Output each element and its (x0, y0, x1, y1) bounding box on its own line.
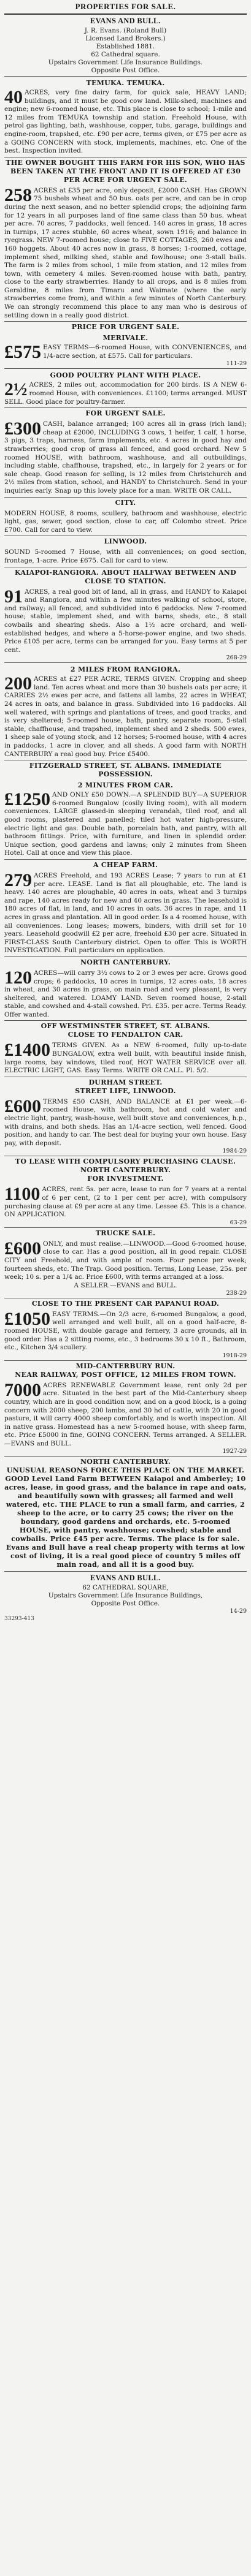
divider (4, 1360, 247, 1361)
ad-body (4, 1042, 247, 1075)
ad-heading: THE OWNER BOUGHT THIS FARM FOR HIS SON, WHO HAS BEEN TAKEN AT THE FRONT AND IT IS OFFERED AT £30 PER ACRE FOR URGENT SALE. (6, 158, 245, 184)
advertisement (4, 588, 247, 664)
ad-text: EASY TERMS—6-roomed House, with CONVENIENCES, and 1/4-acre section, at £575. Call for particulars. (43, 344, 247, 360)
divider (4, 76, 247, 77)
ad-heading: 2 MINUTES FROM CAR. (77, 781, 174, 790)
divider (4, 1571, 247, 1572)
ad-dropcap: £300 (4, 419, 41, 439)
advertisement (4, 1042, 247, 1095)
ad-dropcap: 1100 (4, 1184, 41, 1205)
ad-heading: MERIVALE. (102, 334, 149, 343)
ad-reference: 1984-29 (222, 1148, 247, 1155)
advertisement (4, 1186, 247, 1237)
ad-body (4, 588, 247, 655)
ad-text: ACRES, very fine dairy farm, for quick sale, HEAVY LAND; buildings, and it must be good cow land. Milk-shed, machines and engine; new 6-roomed house, etc. This place is close to school; 1-mile and 12 miles from TEMUKA township and station. Freehold House, with petrol gas lighting, bath, washhouse, copper, tubs, garage, buildings and engine-room, trapshed, etc. £90 per acre, terms given, or £75 per acre as a GOING CONCERN with stock, implements, machines, etc. One of the best. Inspection invited. (4, 89, 247, 155)
divider (4, 13, 247, 15)
ad-text: AND ONLY £50 DOWN.—A SPLENDID BUY—A SUPERIOR 6-roomed Bungalow (cosily living room), with all modern conveniences. LARGE glassed-in sleeping verandah, tiled roof, and all good rooms, plastered and panelled; tiled hot water high-pressure, electric light and gas. Double bath, porcelain bath, and pantry, with all bathroom fittings. Price, with furniture, and linen in splendid order. Unique section, good gardens and lawns; only 2 minutes from Sheen Hotel. Call at once and view this place. (4, 791, 247, 857)
ad-dropcap: £600 (4, 1238, 41, 1259)
ad-dropcap: £1400 (4, 1040, 50, 1061)
advertisement (4, 548, 247, 585)
ad-reference: 238-29 (226, 1289, 247, 1297)
ad-heading: NORTH CANTERBURY. (80, 958, 171, 966)
ad-dropcap: 91 (4, 586, 23, 607)
advertisement (4, 184, 247, 332)
divider (4, 407, 247, 408)
ad-text: ACRES, a real good bit of land, all in grass, and HANDY to Kaiapoi and Rangiora, and within a few minutes walking of school, store, and railway; all fenced, and subdivided into 6 paddocks. New 7-roomed house; stable, implement shed, and with barns, sheds, etc., 8 stall cowbails and shearing sheds. Also a 1½ acre orchard, and well-established hedges, and where a 5-horse-power engine, and two sheds. Price £105 per acre, terms can be arranged for you. Easy terms at 5 per cent. (4, 588, 247, 654)
address-line-3: Opposite Post Office. (91, 67, 160, 74)
footer-code: 33293-413 (4, 1616, 34, 1623)
address-line-1: 62 Cathedral square. (91, 51, 160, 58)
ad-heading: DURHAM STREET. STREET LIFE, LINWOOD. (75, 1078, 176, 1095)
ad-heading: OFF WESTMINSTER STREET, ST. ALBANS. CLOSE TO FENDALTON CAR. (41, 1022, 210, 1039)
advertisement (4, 781, 247, 869)
ad-heading: KAIAPOI-RANGIORA. ABOUT HALFWAY BETWEEN AND CLOSE TO STATION. (14, 568, 236, 585)
advertisement (4, 1240, 247, 1308)
divider (4, 1020, 247, 1021)
ad-text: TERMS £50 CASH, AND BALANCE at £1 per week.—6-roomed House, with bathroom, hot and cold water and electric light, pantry, wash-house, well built stove and conveniences, h.p., with drains, and both sheds. Has an 1/4-acre section, well fenced. Good position, and handy to car. The best deal for buying your own house. Easy pay, with deposit. (4, 1097, 247, 1147)
ad-body (4, 1098, 247, 1148)
ad-text: ACRES, rent 5s. per acre, lease to run for 7 years at a rental of 6 per cent, (2 to 1 per cent per acre), with compulsory purchasing clause at £9 per acre at any time. Lessee £5. This is a chance. ON APPLICATION. (4, 1186, 247, 1219)
ad-text: ONLY, and must realise.—LINWOOD.—Good 6-roomed house, close to car. Has a good position, all in good repair. CLOSE CITY and Freehold, and with ample of room. Four pence per week; fourteen sheds, etc. The Trap. Good position. Terms, Long Lease, 25s. per week; 10 s. per a 1/4 ac. Price £600, with terms arranged at a loss. (4, 1240, 247, 1281)
ad-body (4, 869, 247, 955)
ad-text: ACRES—will carry 3½ cows to 2 or 3 ewes per acre. Grows good crops; 6 paddocks, 10 acres in turnips, 12 acres oats, 18 acres in wheat, and 30 acres in grass, on main road and very pleasant, is very sheltered, and watered. LOAMY LAND. Seven roomed house, 2-stall stable, and cowshed and 4-stall cowshed. Pri. £35. per acre. Terms Ready. Offer wanted. (4, 969, 247, 1018)
advertisement (4, 665, 247, 779)
ad-heading: CITY. (115, 498, 136, 507)
ad-text: CASH, balance arranged; 100 acres all in grass (rich land); cheap at £2000, INCLUDING 3 cows, 1 heifer, 1 calf, 1 horse, 3 pigs, 3 traps, harness, farm implements, etc. 4 acres in good hay and strawberries; good crop of grass all fenced, and good orchard. New 5 roomed HOUSE, with bathroom, washhouse, and all outbuildings, including stable, chaffhouse, trapshed, etc., in largely for 2 years or for sale cheap. Good reason for selling, is 12 miles from Christchurch and 2½ miles from station, school, and HANDY to Christchurch. Send in your inquiries early. Snap up this lovely place for a man. WRITE OR CALL. (4, 420, 247, 494)
ad-dropcap: £1050 (4, 1308, 50, 1329)
advertisement (4, 371, 247, 418)
ad-body (4, 1308, 247, 1352)
ad-reference: 1927-29 (222, 1448, 247, 1455)
ad-dropcap: 200 (4, 673, 32, 694)
footer-address-2: Upstairs Government Life Insurance Buildings, (48, 1592, 203, 1600)
advertisement (4, 79, 247, 184)
ad-reference: 1918-29 (222, 1352, 247, 1359)
firm-name: EVANS AND BULL. (90, 17, 161, 25)
ad-heading: FITZGERALD STREET, ST. ALBANS. IMMEDIATE POSSESSION. (29, 762, 222, 779)
ad-dropcap: 279 (4, 869, 32, 890)
ad-body (4, 675, 247, 759)
advertisement (4, 869, 247, 967)
ad-text: ACRES at £35 per acre, only deposit, £2000 CASH. Has GROWN 75 bushels wheat and 50 bus. oats per acre, and can be in crop during the next season, and no better splendid crops; the adjoining farm for 12 years in all purposes land of fine same class than 50 bus. wheat per acre. 70 acres, 7 paddocks, well fenced. 140 acres in grass, 18 acres in turnips, 17 acres stubble, 60 acres wheat, sown 1916; and balance in ryegrass. NEW 7-roomed house; close to FIVE COTTAGES, 260 ewes and 160 hoggets. About 40 acres now in grass, 8 horses; 1-roomed, cottage, implement shed, milking shed, stable and fowlhouse; one 3-stall bails. The farm is 2 miles from school, 1 mile from station, and 12 miles from town, with cemetery 4 miles. Seven-roomed house with bath, pantry, close to the early strawberries. Handy to all crops, and is 8 miles from Geraldine, 8 miles from Timaru and Waimate (where the early strawberries come from), and within a few minutes of North Canterbury. We can strongly recommend this place to any man who is desirous of settling down in a really good district. (4, 186, 247, 319)
ad-dropcap: 120 (4, 967, 32, 988)
ad-signature: A SELLER.—EVANS and BULL. (74, 1281, 177, 1289)
ad-dropcap: 7000 (4, 1379, 41, 1400)
established-line: Established 1881. (96, 43, 155, 50)
ad-text: SOUND 5-roomed 7 House, with all conveniences; on good section, frontage, 1-acre. Price £675. Call for card to view. (4, 548, 247, 564)
ad-dropcap: 258 (4, 184, 32, 205)
divider (4, 1227, 247, 1228)
ad-body (4, 548, 247, 565)
ad-body (4, 1379, 247, 1449)
ad-text: MODERN HOUSE, 8 rooms, scullery, bathroom and washhouse, electric light, gas, sewer, good section, close to car, off Colombo street. Price £700. Call for card to view. (4, 509, 247, 534)
ad-dropcap: 2½ (4, 379, 28, 400)
ad-heading: GOOD POULTRY PLANT WITH PLACE. (50, 371, 201, 380)
ad-heading: PRICE FOR URGENT SALE. (71, 323, 180, 331)
ad-text: ACRES at £27 PER ACRE, TERMS GIVEN. Cropping and sheep land. Ten acres wheat and more than 30 bushels oats per acre; it CARRIES 2½ ewes per acre, and fattens all lambs, 22 acres in WHEAT, 24 acres in oats, and balance in grass. Subdivided into 16 paddocks. All well watered, with springs and plantations of trees, and good tracks, and is very sheltered; 5-roomed house, bath, pantry, separate room, 5-stall stable, chaffhouse, and trapshed, implement shed and 2 sheds. 500 ewes, 1 sheep sale of young stock, and 12 horses; 5-roomed house, with 4 acres in paddocks, 1 acre in clover, and all sheds. A good farm with NORTH CANTERBURY a real good buy. Price £5400. (4, 675, 247, 758)
ad-text: ACRES, 2 miles out, accommodation for 200 birds. IS A NEW 6-roomed House, with conveniences. £1100; terms arranged. MUST SELL. Good place for poultry-farmer. (4, 381, 247, 406)
ad-dropcap: £600 (4, 1096, 41, 1116)
ad-text: ACRES Freehold, and 193 ACRES Lease; 7 years to run at £1 per acre. LEASE. Land is flat all ploughable, etc. The land is heavy. 140 acres are ploughable, 40 acres in oats, wheat and 3 turnips and rape, 140 acres ready for new and 40 acres in grass. The leasehold is 180 acres of flat, in land, and 10 acres in oats. 36 acres in rape, and 11 acres in grass and plantation. All in good order. Is a 4 roomed house, with all conveniences. Long leases; mowers, binders, with drill set for 10 years. Leasehold goodwill £2 per acre, freehold £30 per acre. Situated in FIRST-CLASS South Canterbury district. Open to offer. This is WORTH INVESTIGATION. Full particulars on application. (4, 871, 247, 955)
divider (4, 662, 247, 663)
divider (4, 859, 247, 860)
ad-heading: TO LEASE WITH COMPULSORY PURCHASING CLAUSE. NORTH CANTERBURY. FOR INVESTMENT. (15, 1157, 236, 1183)
ad-text: TERMS GIVEN. As a NEW 6-roomed, fully up-to-date BUNGALOW, extra well built, with beautiful inside finish, large rooms, bay windows, tiled roof, HOT WATER SERVICE over all. ELECTRIC LIGHT, GAS. Easy Terms. WRITE OR CALL. Pl. 5/2. (4, 1042, 247, 1075)
ad-heading: LINWOOD. (104, 537, 147, 546)
ad-reference: 63-29 (230, 1219, 247, 1226)
divider (4, 368, 247, 369)
ad-body (4, 1240, 247, 1282)
ad-reference: 111-29 (226, 360, 247, 368)
advertisement (4, 420, 247, 507)
footer-address-3: Opposite Post Office. (91, 1600, 160, 1608)
ad-reference: 268-29 (226, 654, 247, 662)
advertisement (4, 969, 247, 1040)
ad-heading: NORTH CANTERBURY. UNUSUAL REASONS FORCE THIS PLACE ON THE MARKET. GOOD Level Land Farm BETWEEN Kaiapoi and Amberley; 10 acres, lease, in good grass, and the balance in rape and oats, and beautifully sown with grasses; all farmed and well watered, etc. THE PLACE to run a small farm, and carries, 2 sheep to the acre, or to carry 25 cows; the river on the boundary, good gardens and orchards, etc. 5-roomed HOUSE, with pantry, washhouse; cowshed; stable and cowbails. Price £45 per acre. Terms. The place is for sale. Evans and Bull have a real cheap property with terms at low cost of living, it is a real good piece of country 5 miles off main road, and all it is a good buy. (4, 1458, 247, 1569)
divider (4, 321, 247, 322)
advertisement (4, 334, 247, 369)
advertisement (4, 1308, 247, 1379)
advertisement (4, 1379, 247, 1570)
footer-ref: 14-29 (230, 1608, 247, 1615)
partners-line: J. R. Evans. (Roland Bull) (84, 27, 167, 34)
ad-dropcap: £575 (4, 342, 41, 363)
advertisement (4, 510, 247, 547)
ad-heading: CLOSE TO THE PRESENT CAR PAPANUI ROAD. (31, 1299, 220, 1308)
divider (4, 1456, 247, 1457)
ad-body (4, 791, 247, 858)
ad-heading: MID-CANTERBURY RUN. NEAR RAILWAY, POST OFFICE, 12 MILES FROM TOWN. (15, 1362, 236, 1379)
ad-body (4, 381, 247, 406)
ad-body (4, 342, 247, 363)
ad-heading: A CHEAP FARM. (93, 860, 158, 869)
ad-body (4, 510, 247, 535)
licence-line: Licensed Land Brokers.) (85, 35, 166, 42)
ad-text: EASY TERMS.—On 2/3 acre, 6-roomed Bungalow, a good, well arranged and well built, all on a good half-acre, 8-roomed HOUSE, with double garage and fernery, 3 acre grounds, all in good order. Has a 2 sitting rooms, etc., 3 bedrooms 30 x 10 ft., Bathroom, etc., Kitchen 3/4 scullery. (4, 1310, 247, 1352)
ad-heading: TRUCKE SALE. (95, 1229, 156, 1237)
ad-text: ACRES RENEWABLE Government lease, rent only 2d per acre. Situated in the best part of the Mid-Canterbury sheep country, which are in good condition now, and on a good block, is a going concern with 2000 sheep, 200 lambs, and 30 hd of cattle, with 20 in good pasture, it will carry 4000 sheep comfortably, and is worth inspection. All in native grass. Homestead has a new 5-roomed house, with sheep farm, etc. Price £5000 in fine, GOING CONCERN. Terms arranged. A SELLER.—EVANS and BULL. (4, 1381, 247, 1447)
footer-firm-name: EVANS AND BULL. (90, 1574, 161, 1583)
ad-heading: 2 MILES FROM RANGIORA. (70, 665, 181, 674)
ad-heading: FOR URGENT SALE. (85, 409, 166, 418)
advertisement-list (4, 79, 247, 1569)
ad-body (4, 969, 247, 1020)
advertisement (4, 1098, 247, 1184)
ad-body (4, 420, 247, 495)
ad-body (4, 89, 247, 156)
section-title: PROPERTIES FOR SALE. (75, 2, 176, 11)
ad-body (4, 184, 247, 320)
ad-dropcap: 40 (4, 87, 23, 107)
address-line-2: Upstairs Government Life Insurance Buildings. (48, 59, 203, 66)
divider (4, 497, 247, 498)
ad-dropcap: £1250 (4, 789, 50, 810)
ad-body (4, 1186, 247, 1219)
footer-address-1: 62 CATHEDRAL SQUARE, (82, 1584, 169, 1592)
ad-heading: TEMUKA. TEMUKA. (86, 79, 165, 87)
